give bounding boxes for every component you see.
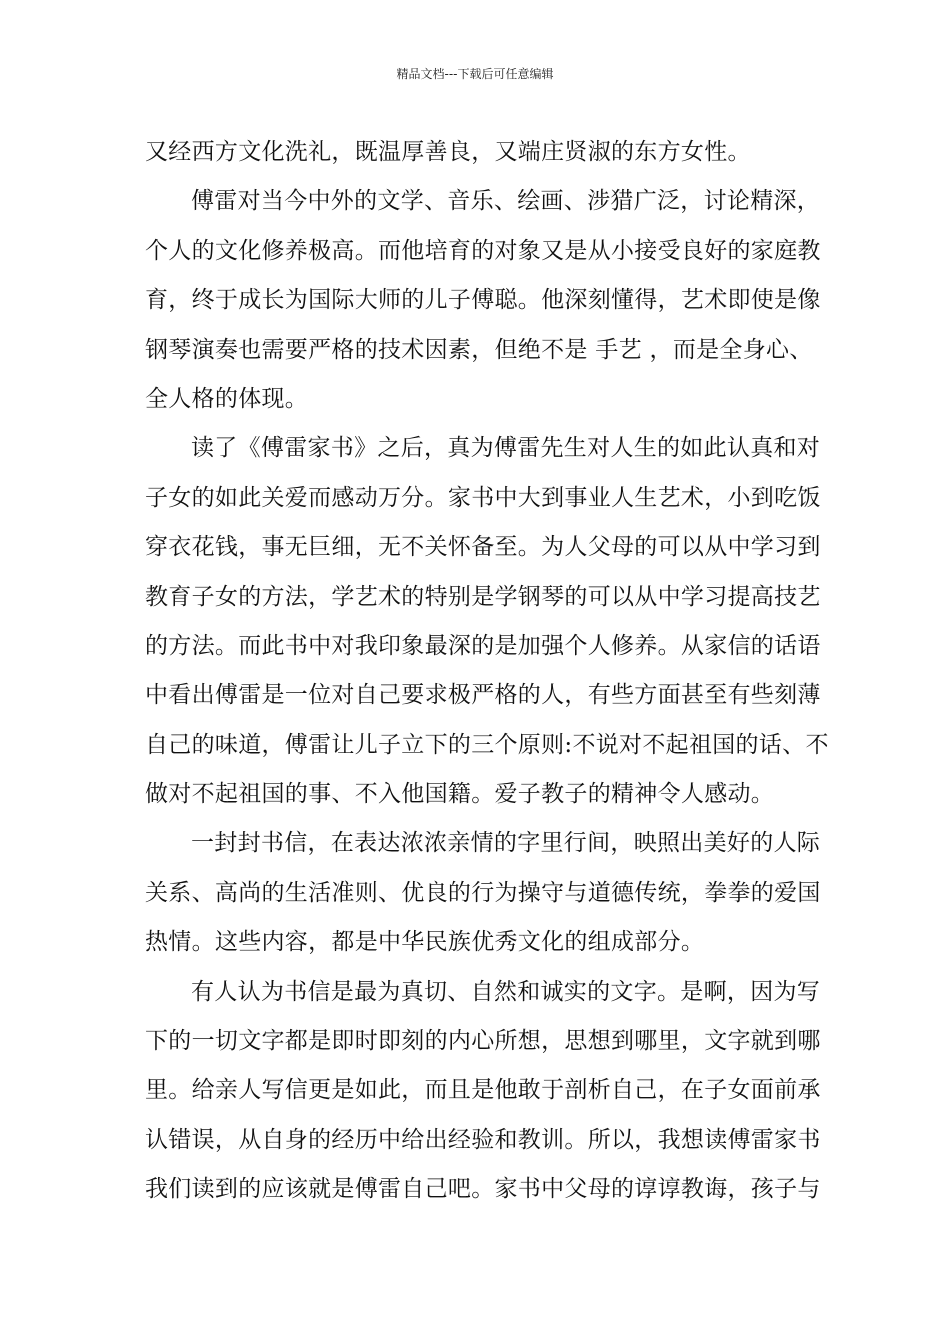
text-line: 下的一切文字都是即时即刻的内心所想，思想到哪里，文字就到哪 bbox=[145, 1028, 821, 1055]
page-header: 精品文档---下载后可任意编辑 bbox=[396, 67, 554, 81]
document-body bbox=[145, 128, 829, 1215]
text-line: 穿衣花钱，事无巨细，无不关怀备至。为人父母的可以从中学习到 bbox=[145, 534, 821, 561]
text-line-paragraph-start: 一封封书信，在表达浓浓亲情的字里行间，映照出美好的人际 bbox=[191, 830, 821, 857]
text-line: 里。给亲人写信更是如此，而且是他敢于剖析自己，在子女面前承 bbox=[145, 1077, 821, 1104]
text-line: 子女的如此关爱而感动万分。家书中大到事业人生艺术，小到吃饭 bbox=[145, 484, 821, 511]
text-line: 热情。这些内容，都是中华民族优秀文化的组成部分。 bbox=[145, 929, 705, 956]
text-line-paragraph-start: 傅雷对当今中外的文学、音乐、绘画、涉猎广泛，讨论精深， bbox=[191, 188, 821, 215]
text-line: 我们读到的应该就是傅雷自己吧。家书中父母的谆谆教诲，孩子与 bbox=[145, 1176, 821, 1203]
text-line: 育，终于成长为国际大师的儿子傅聪。他深刻懂得，艺术即使是像 bbox=[145, 287, 821, 314]
text-line: 又经西方文化洗礼，既温厚善良，又端庄贤淑的东方女性。 bbox=[145, 139, 751, 165]
text-line: 自己的味道，傅雷让儿子立下的三个原则:不说对不起祖国的话、不 bbox=[145, 731, 829, 758]
text-line: 教育子女的方法，学艺术的特别是学钢琴的可以从中学习提高技艺 bbox=[145, 583, 821, 610]
text-line: 全人格的体现。 bbox=[145, 385, 309, 412]
text-line-paragraph-start: 读了《傅雷家书》之后，真为傅雷先生对人生的如此认真和对 bbox=[191, 435, 821, 462]
text-line: 关系、高尚的生活准则、优良的行为操守与道德传统，拳拳的爱国 bbox=[145, 879, 821, 906]
text-line: 的方法。而此书中对我印象最深的是加强个人修养。从家信的话语 bbox=[145, 632, 821, 659]
text-line: 中看出傅雷是一位对自己要求极严格的人，有些方面甚至有些刻薄 bbox=[145, 682, 821, 709]
text-line: 认错误，从自身的经历中给出经验和教训。所以，我想读傅雷家书 bbox=[145, 1126, 821, 1153]
text-line: 个人的文化修养极高。而他培育的对象又是从小接受良好的家庭教 bbox=[145, 237, 821, 264]
text-line: 钢琴演奏也需要严格的技术因素，但绝不是 手艺 ，而是全身心、 bbox=[145, 336, 813, 363]
text-line-paragraph-start: 有人认为书信是最为真切、自然和诚实的文字。是啊，因为写 bbox=[191, 978, 821, 1005]
text-line: 做对不起祖国的事、不入他国籍。爱子教子的精神令人感动。 bbox=[145, 781, 775, 808]
